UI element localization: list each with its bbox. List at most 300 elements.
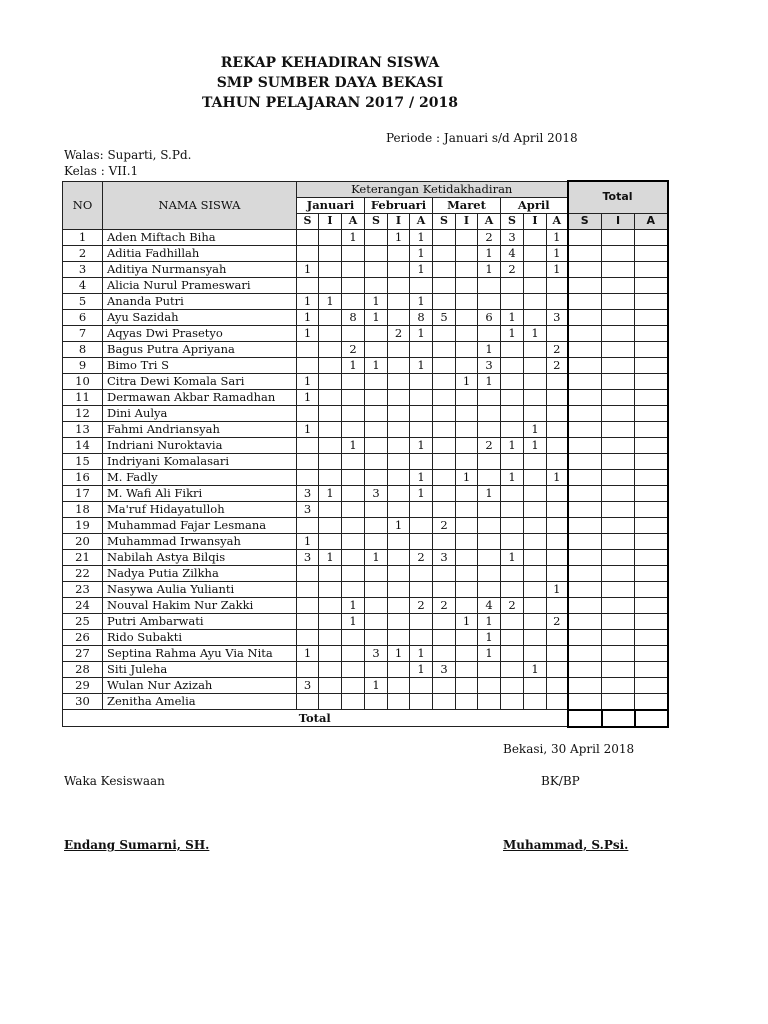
total-cell (602, 469, 635, 485)
grand-total-cell (635, 710, 668, 727)
absence-cell (501, 485, 524, 501)
absence-cell: 1 (524, 325, 547, 341)
absence-cell (388, 261, 410, 277)
absence-cell: 2 (410, 597, 433, 613)
sia-header-cell: A (547, 213, 568, 229)
absence-cell: 2 (433, 517, 456, 533)
absence-cell: 1 (547, 261, 568, 277)
absence-cell (433, 501, 456, 517)
absence-cell (342, 565, 365, 581)
total-cell (635, 661, 668, 677)
row-number: 7 (63, 325, 103, 341)
total-cell (602, 293, 635, 309)
absence-cell (501, 693, 524, 710)
row-number: 4 (63, 277, 103, 293)
total-cell (568, 501, 602, 517)
absence-cell (524, 389, 547, 405)
total-cell (568, 581, 602, 597)
student-name: Nabilah Astya Bilqis (103, 549, 297, 565)
absence-cell (410, 277, 433, 293)
absence-cell (456, 629, 478, 645)
absence-cell (433, 629, 456, 645)
absence-cell: 8 (410, 309, 433, 325)
absence-cell: 1 (478, 485, 501, 501)
absence-cell (456, 309, 478, 325)
table-row (63, 469, 668, 485)
table-row (63, 245, 668, 261)
absence-cell (365, 453, 388, 469)
total-cell (635, 597, 668, 613)
row-number: 15 (63, 453, 103, 469)
absence-cell (456, 581, 478, 597)
total-cell (635, 421, 668, 437)
absence-cell (388, 469, 410, 485)
absence-cell (365, 341, 388, 357)
absence-cell (524, 277, 547, 293)
absence-cell (388, 485, 410, 501)
total-cell (602, 405, 635, 421)
total-cell (602, 357, 635, 373)
absence-cell (501, 677, 524, 693)
absence-cell (365, 373, 388, 389)
absence-cell (342, 293, 365, 309)
absence-cell: 1 (478, 341, 501, 357)
student-name: Wulan Nur Azizah (103, 677, 297, 693)
absence-cell (501, 533, 524, 549)
absence-cell (501, 357, 524, 373)
absence-cell (524, 501, 547, 517)
absence-cell (433, 565, 456, 581)
absence-cell (388, 405, 410, 421)
absence-cell (319, 453, 342, 469)
absence-cell (365, 405, 388, 421)
total-cell (568, 437, 602, 453)
absence-cell (524, 549, 547, 565)
absence-cell: 1 (342, 357, 365, 373)
student-name: Rido Subakti (103, 629, 297, 645)
absence-cell (388, 341, 410, 357)
absence-cell (501, 277, 524, 293)
absence-cell (547, 517, 568, 533)
absence-cell (524, 261, 547, 277)
absence-cell: 3 (478, 357, 501, 373)
absence-cell (297, 613, 319, 629)
absence-cell (342, 549, 365, 565)
absence-cell (456, 549, 478, 565)
absence-cell (478, 581, 501, 597)
absence-cell: 2 (433, 597, 456, 613)
absence-cell (524, 357, 547, 373)
absence-cell (410, 629, 433, 645)
absence-cell (456, 277, 478, 293)
total-sia-header-cell: A (635, 213, 668, 229)
absence-cell: 1 (478, 645, 501, 661)
absence-cell (501, 389, 524, 405)
total-cell (568, 661, 602, 677)
month-header: Februari (365, 197, 433, 213)
row-number: 29 (63, 677, 103, 693)
table-row (63, 405, 668, 421)
absence-cell (410, 581, 433, 597)
row-number: 12 (63, 405, 103, 421)
row-number: 17 (63, 485, 103, 501)
absence-cell (524, 613, 547, 629)
col-name-header: NAMA SISWA (103, 181, 297, 229)
absence-cell (478, 389, 501, 405)
absence-cell (342, 405, 365, 421)
total-cell (602, 517, 635, 533)
absence-cell: 1 (524, 661, 547, 677)
total-cell (568, 405, 602, 421)
sia-header-cell: S (297, 213, 319, 229)
absence-cell (456, 245, 478, 261)
absence-cell (456, 645, 478, 661)
absence-cell (319, 373, 342, 389)
absence-cell: 3 (433, 661, 456, 677)
absence-cell (547, 645, 568, 661)
absence-cell: 1 (342, 597, 365, 613)
absence-cell (319, 661, 342, 677)
table-row (63, 629, 668, 645)
total-cell (602, 485, 635, 501)
total-cell (602, 501, 635, 517)
student-name: Aden Miftach Biha (103, 229, 297, 245)
total-sia-header-cell: I (602, 213, 635, 229)
sia-header-cell: A (410, 213, 433, 229)
absence-cell (319, 613, 342, 629)
absence-cell (342, 661, 365, 677)
table-row (63, 501, 668, 517)
absence-cell: 1 (297, 309, 319, 325)
right-signatory-name: Muhammad, S.Psi. (503, 838, 629, 852)
student-name: Dermawan Akbar Ramadhan (103, 389, 297, 405)
absence-cell (524, 597, 547, 613)
absence-cell: 3 (365, 485, 388, 501)
table-row (63, 597, 668, 613)
absence-cell (319, 693, 342, 710)
absence-cell: 1 (297, 389, 319, 405)
total-cell (635, 533, 668, 549)
absence-cell (388, 693, 410, 710)
absence-cell (342, 501, 365, 517)
total-cell (635, 549, 668, 565)
total-row (63, 710, 668, 727)
absence-cell (547, 565, 568, 581)
table-row (63, 645, 668, 661)
total-cell (635, 373, 668, 389)
absence-cell (319, 597, 342, 613)
absence-cell (456, 421, 478, 437)
table-row (63, 325, 668, 341)
absence-cell (501, 517, 524, 533)
absence-cell (319, 245, 342, 261)
sia-header-cell: S (365, 213, 388, 229)
absence-cell (410, 405, 433, 421)
student-name: Citra Dewi Komala Sari (103, 373, 297, 389)
total-cell (635, 405, 668, 421)
absence-cell (547, 373, 568, 389)
absence-cell (501, 661, 524, 677)
absence-cell (297, 245, 319, 261)
absence-cell (319, 357, 342, 373)
total-cell (635, 293, 668, 309)
absence-cell: 2 (478, 437, 501, 453)
absence-cell (297, 341, 319, 357)
absence-cell (410, 677, 433, 693)
absence-cell: 6 (478, 309, 501, 325)
sia-header-cell: I (524, 213, 547, 229)
total-cell (568, 693, 602, 710)
absence-cell (365, 533, 388, 549)
student-name: Bagus Putra Apriyana (103, 341, 297, 357)
absence-cell: 1 (410, 293, 433, 309)
table-row (63, 693, 668, 710)
absence-cell (319, 405, 342, 421)
absence-cell (524, 453, 547, 469)
total-cell (602, 437, 635, 453)
col-no-header: NO (63, 181, 103, 229)
absence-cell (319, 565, 342, 581)
absence-cell (433, 357, 456, 373)
absence-cell (297, 693, 319, 710)
student-name: Ananda Putri (103, 293, 297, 309)
sia-header-cell: I (388, 213, 410, 229)
absence-cell: 1 (365, 549, 388, 565)
table-row (63, 437, 668, 453)
table-row (63, 565, 668, 581)
table-row (63, 389, 668, 405)
sia-header-cell: I (456, 213, 478, 229)
absence-cell (478, 405, 501, 421)
left-role: Waka Kesiswaan (64, 774, 165, 788)
absence-cell (319, 629, 342, 645)
month-header: Januari (297, 197, 365, 213)
absence-cell (433, 421, 456, 437)
absence-cell (456, 405, 478, 421)
total-cell (568, 645, 602, 661)
absence-cell (547, 293, 568, 309)
absence-cell (365, 325, 388, 341)
absence-cell (478, 501, 501, 517)
month-header: Maret (433, 197, 501, 213)
absence-cell (319, 437, 342, 453)
absence-cell (433, 293, 456, 309)
row-number: 9 (63, 357, 103, 373)
header-row-1 (63, 181, 668, 197)
absence-cell (388, 597, 410, 613)
row-number: 3 (63, 261, 103, 277)
row-number: 23 (63, 581, 103, 597)
absence-cell (410, 613, 433, 629)
absence-cell: 1 (501, 325, 524, 341)
absence-cell (547, 693, 568, 710)
absence-cell (319, 677, 342, 693)
absence-cell: 1 (501, 309, 524, 325)
student-name: Ayu Sazidah (103, 309, 297, 325)
absence-cell (524, 485, 547, 501)
absence-cell (342, 581, 365, 597)
absence-cell (388, 549, 410, 565)
absence-cell: 1 (342, 229, 365, 245)
total-cell (635, 565, 668, 581)
absence-cell (478, 565, 501, 581)
total-cell (602, 373, 635, 389)
table-row (63, 549, 668, 565)
absence-cell: 1 (410, 261, 433, 277)
absence-cell (342, 677, 365, 693)
absence-cell (456, 565, 478, 581)
absence-cell (478, 421, 501, 437)
absence-cell (433, 373, 456, 389)
absence-cell (433, 277, 456, 293)
total-group-header: Total (568, 181, 668, 213)
total-cell (635, 325, 668, 341)
total-row-label: Total (63, 710, 568, 727)
absence-cell (547, 277, 568, 293)
absence-cell: 3 (297, 549, 319, 565)
row-number: 18 (63, 501, 103, 517)
table-row (63, 485, 668, 501)
absence-cell: 1 (319, 485, 342, 501)
total-cell (635, 469, 668, 485)
absence-cell: 1 (297, 533, 319, 549)
total-cell (635, 453, 668, 469)
absence-cell (501, 613, 524, 629)
absence-cell: 1 (501, 469, 524, 485)
absence-cell (433, 581, 456, 597)
absence-cell (410, 373, 433, 389)
absence-cell (524, 645, 547, 661)
total-cell (568, 373, 602, 389)
absence-cell: 1 (547, 469, 568, 485)
absence-cell (524, 229, 547, 245)
absence-cell: 1 (388, 229, 410, 245)
total-cell (568, 453, 602, 469)
absence-cell: 1 (410, 469, 433, 485)
absence-cell: 1 (297, 645, 319, 661)
total-cell (568, 533, 602, 549)
absence-cell: 1 (478, 245, 501, 261)
total-cell (602, 645, 635, 661)
absence-cell (433, 389, 456, 405)
left-signatory-name: Endang Sumarni, SH. (64, 838, 210, 852)
sia-header-cell: S (501, 213, 524, 229)
absence-cell (388, 501, 410, 517)
absence-cell (547, 661, 568, 677)
absence-cell (388, 437, 410, 453)
absence-cell (478, 277, 501, 293)
total-cell (635, 677, 668, 693)
absence-cell: 1 (297, 373, 319, 389)
table-row (63, 357, 668, 373)
absence-cell (456, 501, 478, 517)
absence-cell: 1 (319, 293, 342, 309)
total-cell (602, 565, 635, 581)
table-row (63, 517, 668, 533)
kelas-text: Kelas : VII.1 (64, 164, 139, 178)
school-name: SMP SUMBER DAYA BEKASI (216, 75, 444, 91)
absence-cell (319, 533, 342, 549)
absence-cell (501, 581, 524, 597)
total-cell (635, 341, 668, 357)
absence-cell (547, 549, 568, 565)
absence-cell: 1 (478, 613, 501, 629)
total-cell (635, 437, 668, 453)
absence-cell (433, 693, 456, 710)
student-name: Nasywa Aulia Yulianti (103, 581, 297, 597)
absence-cell (365, 245, 388, 261)
total-cell (635, 229, 668, 245)
absence-cell: 1 (410, 661, 433, 677)
total-cell (568, 677, 602, 693)
total-cell (568, 629, 602, 645)
row-number: 27 (63, 645, 103, 661)
absence-cell (342, 245, 365, 261)
absence-cell (524, 581, 547, 597)
total-cell (635, 517, 668, 533)
absence-cell (365, 581, 388, 597)
absence-cell (478, 693, 501, 710)
row-number: 24 (63, 597, 103, 613)
absence-cell (410, 421, 433, 437)
row-number: 6 (63, 309, 103, 325)
absence-cell (524, 469, 547, 485)
grand-total-cell (568, 710, 602, 727)
absence-cell (547, 629, 568, 645)
absence-cell (478, 453, 501, 469)
absence-cell (456, 677, 478, 693)
absence-cell (456, 389, 478, 405)
absence-cell (365, 613, 388, 629)
absence-cell: 1 (410, 437, 433, 453)
table-row (63, 421, 668, 437)
absence-cell: 2 (501, 261, 524, 277)
table-row (63, 613, 668, 629)
total-cell (635, 357, 668, 373)
total-cell (635, 629, 668, 645)
total-cell (602, 245, 635, 261)
absence-cell (501, 421, 524, 437)
absence-cell (456, 293, 478, 309)
absence-cell (456, 485, 478, 501)
total-cell (635, 693, 668, 710)
absence-cell (524, 533, 547, 549)
total-cell (602, 421, 635, 437)
absence-cell (433, 645, 456, 661)
row-number: 11 (63, 389, 103, 405)
absence-cell (501, 629, 524, 645)
absence-cell: 1 (456, 469, 478, 485)
table-row (63, 293, 668, 309)
absence-group-header: Keterangan Ketidakhadiran (297, 181, 568, 197)
right-role: BK/BP (541, 774, 580, 788)
absence-cell (342, 485, 365, 501)
absence-cell (319, 469, 342, 485)
total-cell (568, 485, 602, 501)
absence-cell (478, 325, 501, 341)
row-number: 16 (63, 469, 103, 485)
absence-cell (501, 645, 524, 661)
absence-cell (524, 693, 547, 710)
absence-cell: 3 (433, 549, 456, 565)
absence-cell (410, 453, 433, 469)
absence-cell (433, 613, 456, 629)
absence-cell (342, 453, 365, 469)
absence-cell (342, 389, 365, 405)
absence-cell (433, 437, 456, 453)
absence-cell (297, 581, 319, 597)
absence-cell (365, 597, 388, 613)
